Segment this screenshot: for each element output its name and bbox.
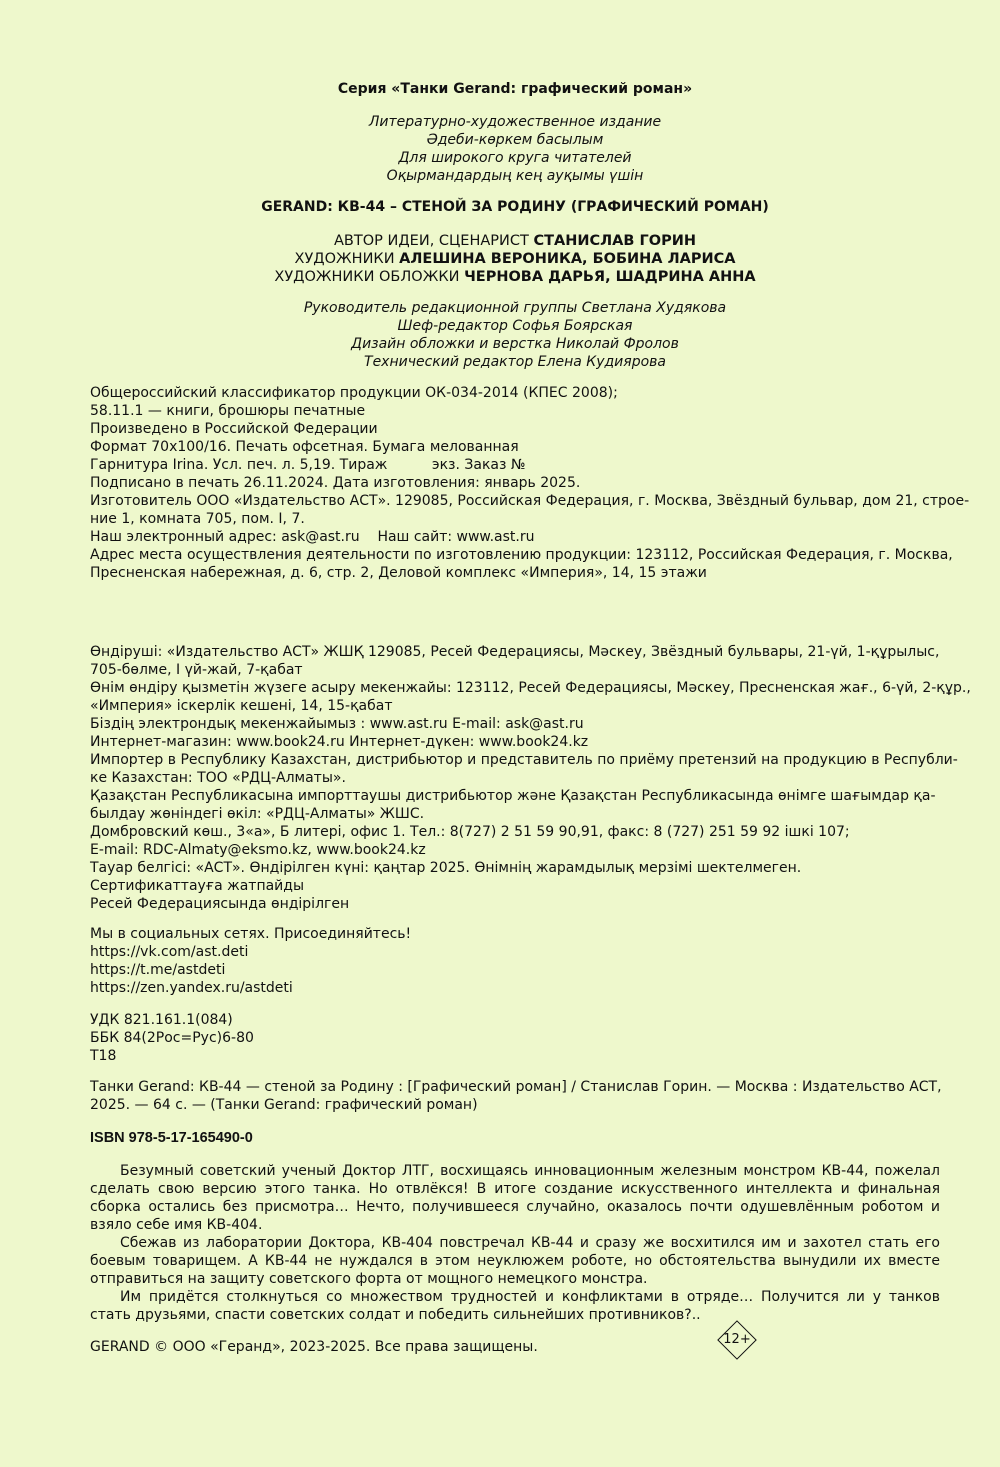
- imprint-kz-line: Өндіруші: «Издательство АСТ» ЖШҚ 129085, Ресей Федерациясы, Мәскеу, Звёздный бульвары, 21-үй, 1-құрылыс,: [90, 644, 940, 660]
- imprint-kz-line: «Империя» іскерлік кешені, 14, 15-қабат: [90, 698, 393, 714]
- imprint-line: Формат 70x100/16. Печать офсетная. Бумага мелованная: [90, 439, 519, 455]
- imprint-line: Пресненская набережная, д. 6, стр. 2, Деловой комплекс «Империя», 14, 15 этажи: [90, 565, 707, 581]
- imprint-line: [90, 528, 940, 546]
- book-title: GERAND: КВ-44 – СТЕНОЙ ЗА РОДИНУ (ГРАФИЧЕСКИЙ РОМАН): [261, 199, 769, 215]
- annotation-block: [90, 1162, 940, 1324]
- age-rating-text: 12+: [723, 1332, 751, 1347]
- bibliographic-record: [90, 1078, 940, 1114]
- udk-code: УДК 821.161.1(084): [90, 1012, 233, 1028]
- imprint-line: Адрес места осуществления деятельности по изготовлению продукции: 123112, Российская Федерация, г. Москва,: [90, 547, 953, 563]
- classification-block: [90, 1011, 940, 1065]
- credit-names: СТАНИСЛАВ ГОРИН: [533, 233, 696, 249]
- imprint-kz-line: Қазақстан Республикасына импорттаушы дистрибьютор және Қазақстан Республикасында өнімге шағымдар қа-: [90, 788, 936, 804]
- edition-type-block: [90, 113, 940, 185]
- imprint-kz-line: Тауар белгісі: «АСТ». Өндірілген күні: қаңтар 2025. Өнімнің жарамдылық мерзімі шектелмеген.: [90, 860, 802, 876]
- credits-block: [90, 232, 940, 286]
- series-title: Серия «Танки Gerand: графический роман»: [337, 81, 693, 97]
- copyright-notice: GERAND © ООО «Геранд», 2023-2025. Все права защищены.: [90, 1339, 538, 1355]
- imprint-kz-line: Өнім өндіру қызметін жүзеге асыру мекенжайы: 123112, Ресей Федерациясы, Мәскеу, Пресненская жағ., 6-үй, 2-құр.,: [90, 680, 971, 696]
- age-rating-badge: [717, 1320, 757, 1360]
- imprint-kz-line: Домбровский көш., 3«а», Б литері, офис 1. Тел.: 8(727) 2 51 59 90,91, факс: 8 (727) 251 59 92 ішкі 107;: [90, 824, 850, 840]
- credit-line: [90, 250, 940, 268]
- imprint-line: [90, 456, 940, 474]
- imprint-kz-line: Импортер в Республику Казахстан, дистрибьютор и представитель по приёму претензий на продукцию в Республи-: [90, 752, 958, 768]
- edition-line: Әдеби-көркем басылым: [426, 132, 604, 148]
- bbk-code: ББК 84(2Рос=Рус)6-80: [90, 1030, 254, 1046]
- imprint-kz-block: [90, 643, 971, 913]
- imprint-ru-block: [90, 384, 970, 582]
- imprint-line: Изготовитель ООО «Издательство АСТ». 129085, Российская Федерация, г. Москва, Звёздный бульвар, дом 21, строе-: [90, 493, 970, 509]
- site-text: Наш сайт: www.ast.ru: [377, 529, 535, 545]
- social-link-zen[interactable]: https://zen.yandex.ru/astdeti: [90, 980, 293, 996]
- editor-line: Дизайн обложки и верстка Николай Фролов: [351, 336, 679, 352]
- credit-role: ХУДОЖНИКИ ОБЛОЖКИ: [274, 269, 465, 285]
- imprint-kz-line: Интернет-магазин: www.book24.ru Интернет-дүкен: www.book24.kz: [90, 734, 589, 750]
- imprint-kz-line: Ресей Федерациясында өндірілген: [90, 896, 350, 912]
- imprint-kz-line: Біздің электрондық мекенжайымыз : www.ast.ru E-mail: ask@ast.ru: [90, 716, 584, 732]
- annotation-paragraph: Им придётся столкнуться со множеством трудностей и конфликтами в отряде… Получится ли у танков стать друзьями, спасти советских солдат и победить сильнейших противников?..: [90, 1289, 940, 1323]
- credit-names: АЛЕШИНА ВЕРОНИКА, БОБИНА ЛАРИСА: [399, 251, 736, 267]
- imprint-kz-line: 705-бөлме, I үй-жай, 7-қабат: [90, 662, 303, 678]
- biblio-line: Танки Gerand: КВ-44 — стеной за Родину : [Графический роман] / Станислав Горин. — Москва : Издательство АСТ,: [90, 1079, 942, 1095]
- imprint-kz-line: былдау жөніндегі өкіл: «РДЦ-Алматы» ЖШС.: [90, 806, 425, 822]
- imprint-kz-line: Сертификаттауға жатпайды: [90, 878, 305, 894]
- social-link-vk[interactable]: https://vk.com/ast.deti: [90, 944, 249, 960]
- social-link-telegram[interactable]: https://t.me/astdeti: [90, 962, 226, 978]
- order-text: экз. Заказ №: [431, 457, 526, 473]
- imprint-kz-line: ке Казахстан: ТОО «РДЦ-Алматы».: [90, 770, 346, 786]
- editor-line: Технический редактор Елена Кудиярова: [364, 354, 666, 370]
- author-mark: Т18: [90, 1048, 117, 1064]
- annotation-paragraph: Безумный советский ученый Доктор ЛТГ, восхищаясь инновационным железным монстром КВ-44, пожелал сделать свою версию этого танка. Но отвлёкся! В итоге создание искусственного интеллекта и финальная сборка остались без присмотра… Нечто, получившееся случайно, оказалось почти одушевлённым роботом и взяло себе имя КВ-404.: [90, 1163, 940, 1233]
- credit-names: ЧЕРНОВА ДАРЬЯ, ШАДРИНА АННА: [464, 269, 756, 285]
- imprint-line: ние 1, комната 705, пом. I, 7.: [90, 511, 305, 527]
- editor-line: Шеф-редактор Софья Боярская: [397, 318, 633, 334]
- email-text: Наш электронный адрес: ask@ast.ru: [90, 529, 360, 545]
- credit-line: [90, 232, 940, 250]
- typeface-text: Гарнитура Irina. Усл. печ. л. 5,19. Тираж: [90, 457, 388, 473]
- edition-line: Для широкого круга читателей: [398, 150, 632, 166]
- biblio-line: 2025. — 64 с. — (Танки Gerand: графический роман): [90, 1097, 478, 1113]
- credit-role: АВТОР ИДЕИ, СЦЕНАРИСТ: [334, 233, 534, 249]
- social-heading: Мы в социальных сетях. Присоединяйтесь!: [90, 926, 412, 942]
- isbn: ISBN 978-5-17-165490-0: [90, 1130, 253, 1146]
- editors-block: [90, 299, 940, 371]
- editor-line: Руководитель редакционной группы Светлана Худякова: [303, 300, 727, 316]
- edition-line: Оқырмандардың кең ауқымы үшін: [386, 168, 644, 184]
- credit-role: ХУДОЖНИКИ: [294, 251, 400, 267]
- imprint-line: Подписано в печать 26.11.2024. Дата изготовления: январь 2025.: [90, 475, 581, 491]
- social-links-block: [90, 925, 940, 997]
- imprint-line: Общероссийский классификатор продукции ОК-034-2014 (КПЕС 2008);: [90, 385, 618, 401]
- imprint-line: 58.11.1 — книги, брошюры печатные: [90, 403, 366, 419]
- imprint-kz-line: E-mail: RDC-Almaty@eksmo.kz, www.book24.kz: [90, 842, 426, 858]
- imprint-line: Произведено в Российской Федерации: [90, 421, 378, 437]
- annotation-paragraph: Сбежав из лаборатории Доктора, КВ-404 повстречал КВ-44 и сразу же восхитился им и захотел стать его боевым товарищем. А КВ-44 не нуждался в этом неуклюжем роботе, но обстоятельства вынудили их вместе отправиться на защиту советского форта от мощного немецкого монстра.: [90, 1235, 940, 1287]
- credit-line: [90, 268, 940, 286]
- edition-line: Литературно-художественное издание: [368, 114, 662, 130]
